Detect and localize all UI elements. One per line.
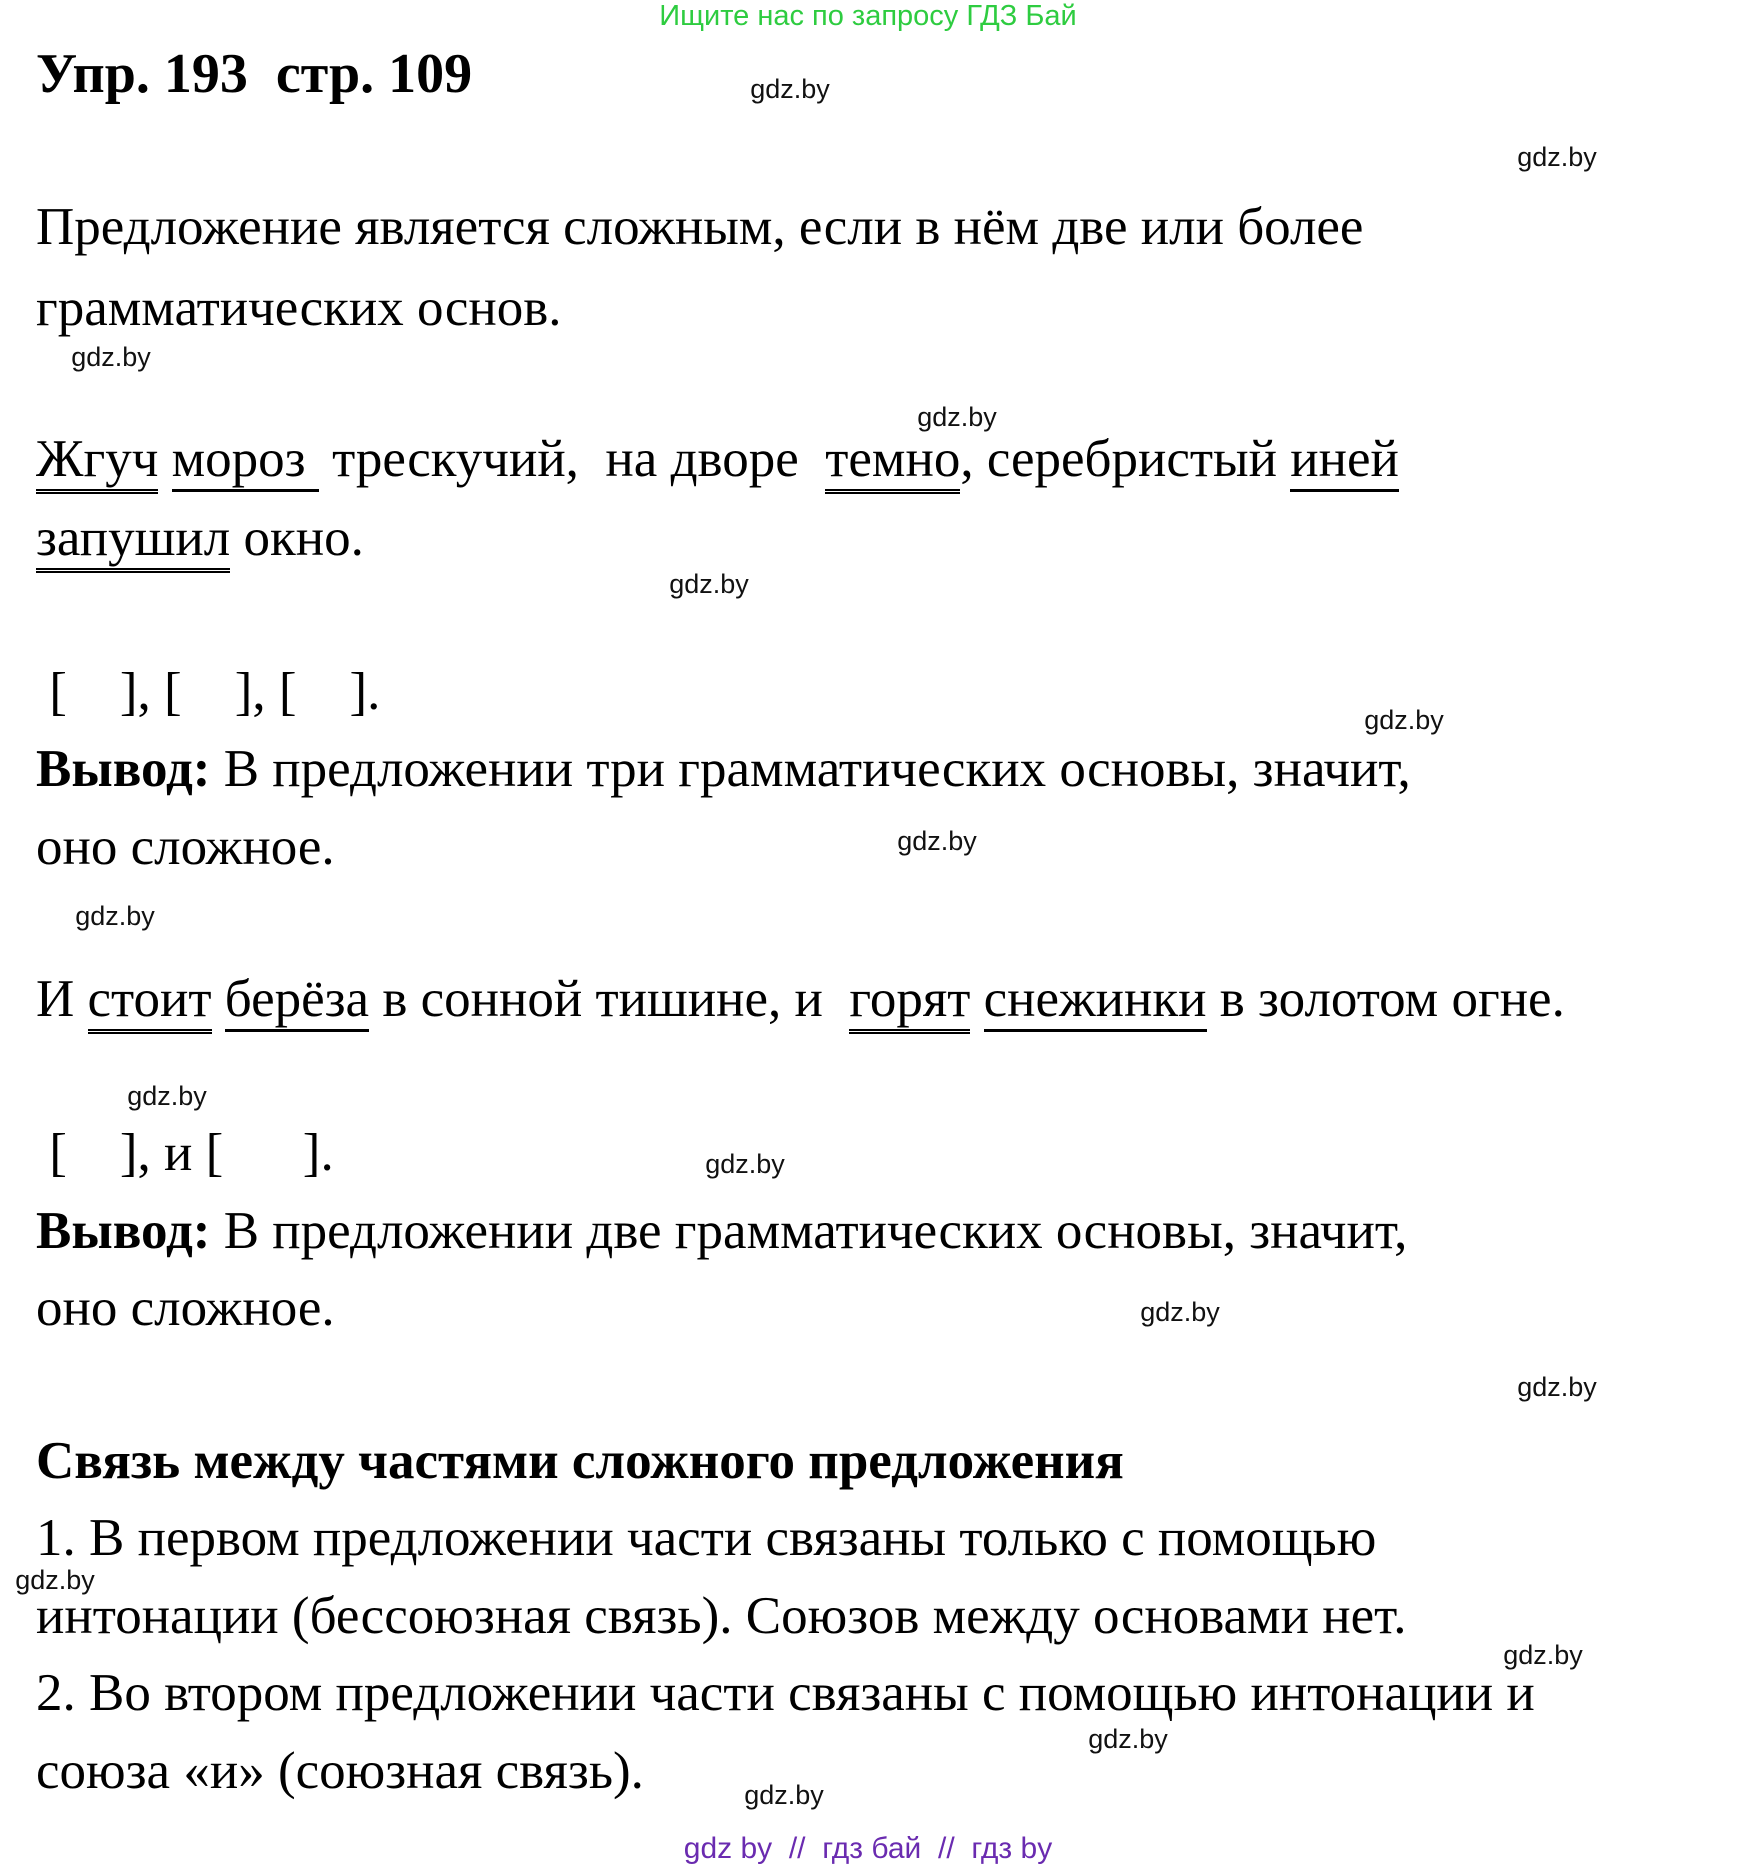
subject-word: снежинки [984,970,1207,1032]
sentence-text [158,430,171,488]
predicate-word: горят [849,970,970,1034]
rule-line-2: грамматических основ. [36,279,562,337]
predicate-word: запушил [36,509,230,573]
rule-line-1: Предложение является сложным, если в нём две или более [36,198,1364,256]
conclusion-text: В предложении две грамматических основы, значит, [210,1202,1408,1260]
sentence-text: в золотом огне. [1206,970,1565,1028]
predicate-word: стоит [88,970,212,1034]
watermark: gdz.by [1140,1297,1220,1327]
watermark: gdz.by [897,826,977,856]
sentence-text: , серебристый [960,430,1291,488]
predicate-word: темно [825,430,960,494]
watermark: gdz.by [1503,1640,1583,1670]
bottom-banner: gdz by // гдз бай // гдз by [683,1832,1053,1865]
page-title: Упр. 193 стр. 109 [36,43,473,105]
sentence2-conclusion [36,1201,1407,1261]
connection-line-3: 2. Во втором предложении части связаны с помощью интонации и [36,1664,1535,1722]
sentence1-line1 [36,429,1399,489]
conclusion-label: Вывод: [36,740,211,798]
subject-word: мороз [172,430,319,492]
watermark: gdz.by [75,901,155,931]
sentence-text: И [36,970,88,1028]
watermark: gdz.by [750,74,830,104]
subject-word: берёза [225,970,369,1032]
sentence-text [212,970,225,1028]
sentence2-scheme: [ ], и [ ]. [36,1124,334,1182]
watermark: gdz.by [744,1780,824,1810]
predicate-word: Жгуч [36,430,158,494]
sentence-text: окно. [230,509,364,567]
watermark: gdz.by [71,342,151,372]
subject-word: иней [1290,430,1399,492]
sentence1-scheme: [ ], [ ], [ ]. [36,663,381,721]
watermark: gdz.by [127,1081,207,1111]
watermark: gdz.by [1088,1724,1168,1754]
watermark: gdz.by [669,569,749,599]
connection-heading: Связь между частями сложного предложения [36,1432,1124,1490]
connection-line-2: интонации (бессоюзная связь). Союзов между основами нет. [36,1587,1407,1645]
watermark: gdz.by [1364,705,1444,735]
conclusion-label: Вывод: [36,1202,211,1260]
watermark: gdz.by [15,1565,95,1595]
sentence1-conclusion-line2: оно сложное. [36,818,335,876]
conclusion-text: В предложении три грамматических основы, значит, [210,740,1411,798]
sentence1-conclusion [36,739,1411,799]
top-banner: Ищите нас по запросу ГДЗ Бай [659,0,1077,32]
sentence2-line1 [36,969,1565,1029]
sentence1-line2 [36,508,364,568]
sentence-text: трескучий, на дворе [318,430,826,488]
sentence-text [970,970,983,1028]
watermark: gdz.by [917,402,997,432]
watermark: gdz.by [1517,1372,1597,1402]
watermark: gdz.by [705,1149,785,1179]
watermark: gdz.by [1517,142,1597,172]
sentence2-conclusion-line2: оно сложное. [36,1279,335,1337]
connection-line-1: 1. В первом предложении части связаны только с помощью [36,1509,1377,1567]
connection-line-4: союза «и» (союзная связь). [36,1742,644,1800]
sentence-text: в сонной тишине, и [369,970,850,1028]
